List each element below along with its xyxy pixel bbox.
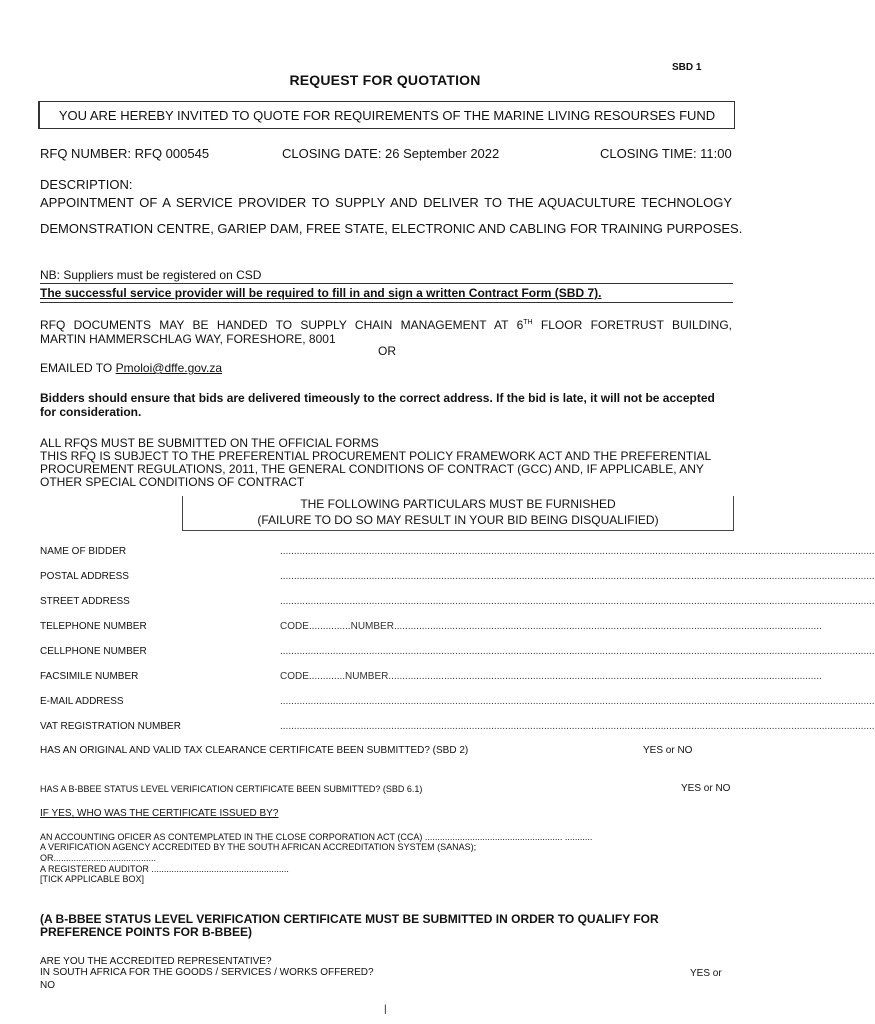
representative-no[interactable]: NO [40, 980, 55, 991]
cellphone-number-field[interactable]: ...................................................................................................................................................................................................................... [280, 646, 875, 657]
divider [40, 283, 733, 284]
handed-line-1: RFQ DOCUMENTS MAY BE HANDED TO SUPPLY CHAIN MANAGEMENT AT 6TH FLOOR FORETRUST BUILDING, [40, 318, 733, 332]
invitation-box [38, 101, 735, 129]
facsimile-number-field[interactable]: CODE.............NUMBER............................................................................................................................................................ [280, 671, 822, 682]
option-auditor[interactable]: A REGISTERED AUDITOR ....................................................... [40, 864, 289, 874]
representative-yes[interactable]: YES or [690, 968, 722, 979]
particulars-line-1: THE FOLLOWING PARTICULARS MUST BE FURNISHED [300, 497, 616, 511]
vat-registration-field[interactable]: ...................................................................................................................................................................................................................... [280, 721, 875, 732]
particulars-box [182, 496, 734, 531]
street-address-field[interactable]: ...................................................................................................................................................................................................................... [280, 596, 875, 607]
invitation-text: YOU ARE HEREBY INVITED TO QUOTE FOR REQUIREMENTS OF THE MARINE LIVING RESOURSES FUND [58, 108, 716, 123]
closing-time: CLOSING TIME: 11:00 [600, 146, 732, 161]
closing-date: CLOSING DATE: 26 September 2022 [282, 146, 500, 161]
page-mark: | [384, 1004, 387, 1015]
bbee-notice: (A B-BBEE STATUS LEVEL VERIFICATION CERTIFICATE MUST BE SUBMITTED IN ORDER TO QUALIFY FOR PREFERENCE POINTS FOR B-BBEE) [40, 912, 659, 939]
bbee-question: HAS A B-BBEE STATUS LEVEL VERIFICATION CERTIFICATE BEEN SUBMITTED? (SBD 6.1) [40, 784, 423, 794]
name-of-bidder-field[interactable]: ...................................................................................................................................................................................................................... [280, 546, 875, 557]
field-label-cellphone: CELLPHONE NUMBER [40, 646, 147, 657]
field-label-postal: POSTAL ADDRESS [40, 571, 129, 582]
tick-instruction: [TICK APPLICABLE BOX] [40, 874, 145, 884]
option-cca[interactable]: AN ACCOUNTING OFICER AS CONTEMPLATED IN THE CLOSE CORPORATION ACT (CCA) ....................................................... ........... [40, 832, 593, 842]
official-line-3: PROCUREMENT REGULATIONS, 2011, THE GENERAL CONDITIONS OF CONTRACT (GCC) AND, IF APPLICABLE, ANY [40, 462, 704, 476]
field-label-telephone: TELEPHONE NUMBER [40, 621, 147, 632]
email-link[interactable]: Pmoloi@dffe.gov.za [115, 361, 223, 375]
field-label-name: NAME OF BIDDER [40, 546, 127, 557]
description-line-2: DEMONSTRATION CENTRE, GARIEP DAM, FREE STATE, ELECTRONIC AND CABLING FOR TRAINING PURPOSES. [40, 221, 743, 236]
option-or: OR......................................... [40, 853, 157, 863]
representative-question-2: IN SOUTH AFRICA FOR THE GOODS / SERVICES / WORKS OFFERED? [40, 967, 374, 978]
page-title: REQUEST FOR QUOTATION [289, 72, 481, 88]
or-label: OR [378, 344, 396, 358]
handed-line-2: MARTIN HAMMERSCHLAG WAY, FORESHORE, 8001 [40, 332, 336, 346]
option-sanas[interactable]: A VERIFICATION AGENCY ACCREDITED BY THE SOUTH AFRICAN ACCREDITATION SYSTEM (SANAS); [40, 842, 477, 852]
issued-by-question: IF YES, WHO WAS THE CERTIFICATE ISSUED BY? [40, 808, 279, 819]
field-label-facsimile: FACSIMILE NUMBER [40, 671, 139, 682]
description-line-1: APPOINTMENT OF A SERVICE PROVIDER TO SUPPLY AND DELIVER TO THE AQUACULTURE TECHNOLOGY [40, 195, 732, 210]
form-code: SBD 1 [672, 62, 702, 73]
official-line-1: ALL RFQS MUST BE SUBMITTED ON THE OFFICIAL FORMS [40, 436, 379, 450]
field-label-vat: VAT REGISTRATION NUMBER [40, 721, 181, 732]
tax-answer[interactable]: YES or NO [643, 745, 693, 756]
representative-question-1: ARE YOU THE ACCREDITED REPRESENTATIVE? [40, 956, 272, 967]
field-label-street: STREET ADDRESS [40, 596, 130, 607]
contract-note: The successful service provider will be required to fill in and sign a written Contract Form (SBD 7). [40, 286, 602, 300]
bbee-answer[interactable]: YES or NO [681, 783, 731, 794]
official-line-4: OTHER SPECIAL CONDITIONS OF CONTRACT [40, 475, 305, 489]
particulars-line-2: (FAILURE TO DO SO MAY RESULT IN YOUR BID BEING DISQUALIFIED) [257, 513, 659, 527]
csd-note: NB: Suppliers must be registered on CSD [40, 268, 262, 282]
tax-question: HAS AN ORIGINAL AND VALID TAX CLEARANCE CERTIFICATE BEEN SUBMITTED? (SBD 2) [40, 745, 469, 756]
postal-address-field[interactable]: ...................................................................................................................................................................................................................... [280, 571, 875, 582]
telephone-number-field[interactable]: CODE...............NUMBER.......................................................................................................................................................... [280, 621, 822, 632]
divider [40, 302, 733, 303]
email-address-field[interactable]: ...................................................................................................................................................................................................................... [280, 696, 875, 707]
bidders-notice: Bidders should ensure that bids are delivered timeously to the correct address. If the bid is late, it will not be accepted for consideration. [40, 391, 715, 419]
emailed-line: EMAILED TO Pmoloi@dffe.gov.za [40, 361, 223, 375]
description-label: DESCRIPTION: [40, 177, 133, 192]
official-line-2: THIS RFQ IS SUBJECT TO THE PREFERENTIAL PROCUREMENT POLICY FRAMEWORK ACT AND THE PREFERENTIAL [40, 449, 712, 463]
field-label-email: E-MAIL ADDRESS [40, 696, 124, 707]
rfq-number: RFQ NUMBER: RFQ 000545 [40, 146, 210, 161]
